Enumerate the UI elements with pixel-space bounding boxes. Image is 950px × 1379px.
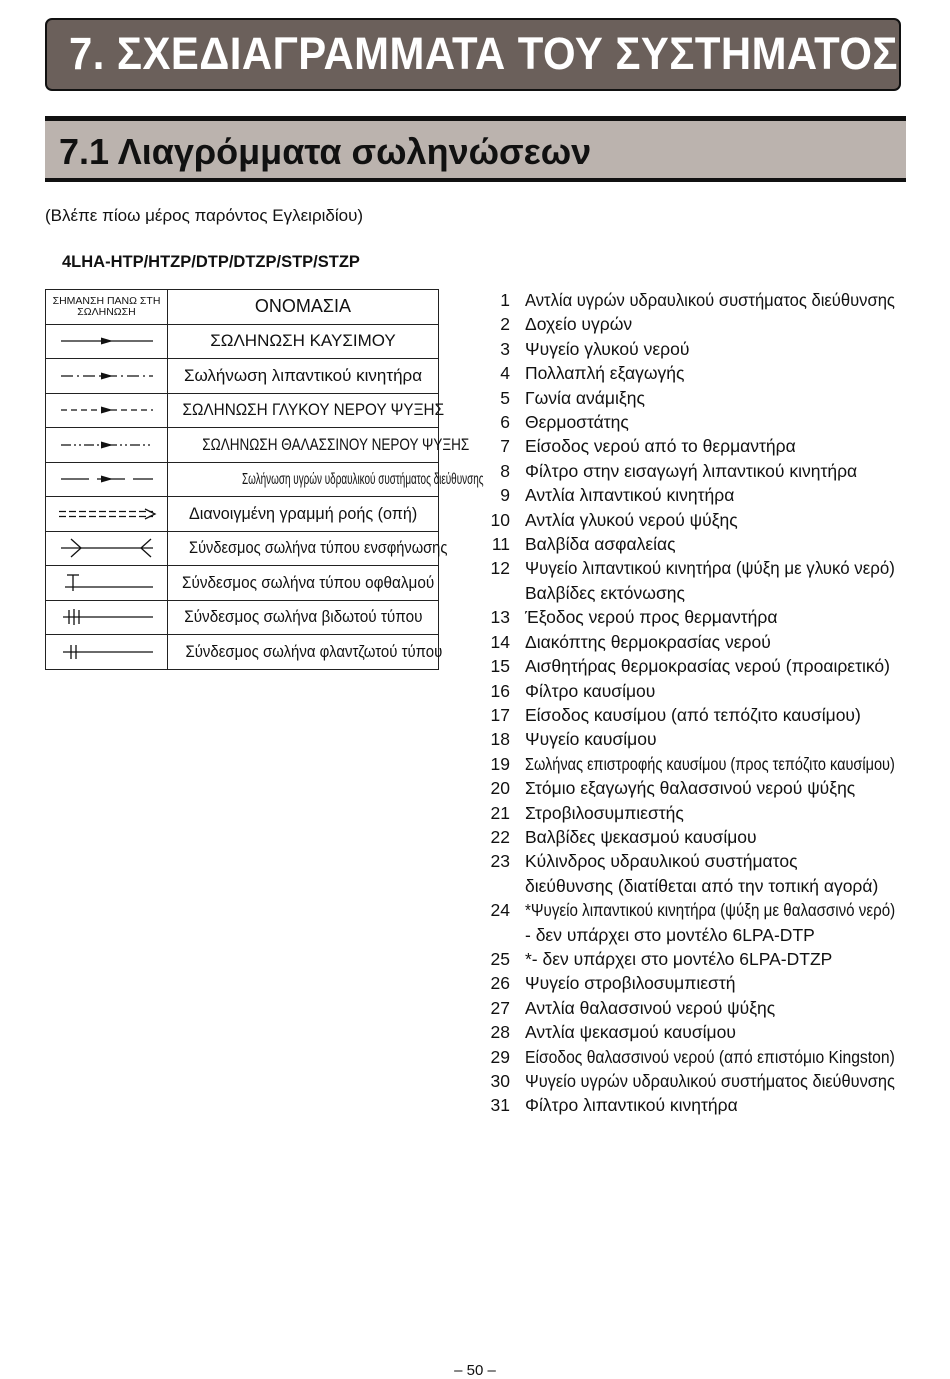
part-label: *Ψυγείο λιπαντικού κινητήρα (ψύξη με θαλασσινό νερό) <box>525 900 896 921</box>
part-item <box>486 1045 906 1069</box>
part-label: Έξοδος νερού προς θερμαντήρα <box>525 607 778 628</box>
part-item <box>486 849 906 873</box>
part-label: Είσοδος νερού από το θερμαντήρα <box>525 436 796 457</box>
part-number: 10 <box>490 509 510 530</box>
part-number: 21 <box>490 802 510 823</box>
parts-list <box>486 288 906 1118</box>
part-item <box>486 727 906 751</box>
part-label: Ψυγείο στροβιλοσυμπιεστή <box>525 973 736 994</box>
part-item <box>486 874 906 898</box>
part-label: Αντλία υγρών υδραυλικού συστήματος διεύθυνσης <box>525 290 895 310</box>
part-number: 1 <box>500 290 510 310</box>
part-number: 13 <box>490 607 510 628</box>
part-number: 12 <box>490 558 510 579</box>
part-number: 18 <box>490 729 510 750</box>
dash-dot-arrow-line-icon <box>57 369 157 383</box>
part-label: Ψυγείο λιπαντικού κινητήρα (ψύξη με γλυκό νερό) <box>525 558 895 579</box>
legend-name: ΣΩΛΗΝΩΣΗ ΓΛΥΚΟΥ ΝΕΡΟΥ ΨΥΞΗΣ <box>182 400 445 420</box>
part-item <box>486 752 906 776</box>
part-label: Φίλτρο λιπαντικού κινητήρα <box>525 1095 738 1116</box>
part-number: 23 <box>490 851 510 872</box>
part-number: 30 <box>490 1071 510 1091</box>
part-item <box>486 288 906 312</box>
part-number: 24 <box>490 900 510 921</box>
part-item <box>486 825 906 849</box>
threaded-joint-icon <box>57 605 157 629</box>
flare-fitting-icon <box>57 536 157 560</box>
part-number: 20 <box>490 778 510 799</box>
part-item <box>486 556 906 580</box>
legend-name: Σύνδεσμος σωλήνα τύπου οφθαλμού <box>182 572 435 592</box>
part-label: Βαλβίδες εκτόνωσης <box>525 582 685 603</box>
legend-header-name: ΟΝΟΜΑΣΙΑ <box>168 290 439 325</box>
part-label: Πολλαπλή εξαγωγής <box>525 363 685 384</box>
part-label: *- δεν υπάρχει στο μοντέλο 6LPA-DTZP <box>525 948 833 969</box>
part-item <box>486 508 906 532</box>
part-number: 8 <box>500 460 510 481</box>
part-label: Δοχείο υγρών <box>525 314 633 335</box>
part-label: Βαλβίδα ασφαλείας <box>525 534 676 555</box>
part-item <box>486 1020 906 1044</box>
part-label: Αντλία θαλασσινού νερού ψύξης <box>525 997 776 1018</box>
long-dash-arrow-line-icon <box>57 472 157 486</box>
part-number: 5 <box>500 387 510 408</box>
part-item <box>486 679 906 703</box>
part-item <box>486 483 906 507</box>
part-item <box>486 801 906 825</box>
section-header <box>45 116 906 182</box>
part-item <box>486 971 906 995</box>
part-label: Στόμιο εξαγωγής θαλασσινού νερού ψύξης <box>525 778 856 799</box>
part-item <box>486 459 906 483</box>
legend-row <box>46 393 439 428</box>
part-number: 29 <box>490 1046 510 1067</box>
part-label: Γωνία ανάμιξης <box>525 387 645 408</box>
eye-joint-icon <box>57 571 157 595</box>
legend-row <box>46 635 439 670</box>
section-title: 7.1 Λιαγρόμματα σωληνώσεων <box>59 131 592 172</box>
part-number: 11 <box>491 534 510 555</box>
legend-name: Σωλήνωση υγρών υδραυλικού συστήματος διεύθυνσης <box>242 471 484 489</box>
part-label: Αντλία ψεκασμού καυσίμου <box>525 1022 736 1043</box>
page-number: – 50 – <box>454 1362 496 1379</box>
part-number: 27 <box>490 997 510 1018</box>
part-label: Είσοδος καυσίμου (από τεπόζιτο καυσίμου) <box>525 704 861 725</box>
part-item <box>486 776 906 800</box>
part-item <box>486 386 906 410</box>
legend-header-symbol: ΣΗΜΑΝΣΗ ΠΑΝΩ ΣΤΗ ΣΩΛΗΝΩΣΗ <box>46 290 168 325</box>
part-number: 9 <box>500 485 510 506</box>
chapter-header <box>45 18 901 91</box>
legend-name: Σύνδεσμος σωλήνα φλαντζωτού τύπου <box>185 641 443 661</box>
part-label: Αισθητήρας θερμοκρασίας νερού (προαιρετικό) <box>525 656 890 677</box>
legend-row <box>46 531 439 566</box>
legend-name: ΣΩΛΗΝΩΣΗ ΘΑΛΑΣΣΙΝΟΥ ΝΕΡΟΥ ΨΥΞΗΣ <box>202 434 470 454</box>
part-label: Φίλτρο καυσίμου <box>525 680 656 701</box>
part-number: 16 <box>490 680 510 701</box>
chapter-title: 7. ΣΧΕΔΙΑΓΡΑΜΜΑΤΑ ΤΟΥ ΣΥΣΤΗΜΑΤΟΣ <box>69 28 898 79</box>
legend-row <box>46 359 439 394</box>
part-label: Θερμοστάτης <box>525 412 629 433</box>
part-number: 3 <box>500 338 510 359</box>
part-number: 26 <box>490 973 510 994</box>
part-label: Βαλβίδες ψεκασμού καυσίμου <box>525 826 757 847</box>
part-number: 25 <box>490 948 510 969</box>
part-number: 17 <box>490 704 510 725</box>
piping-legend-table <box>45 289 484 670</box>
part-item <box>486 947 906 971</box>
part-label: Διακόπτης θερμοκρασίας νερού <box>525 631 771 652</box>
part-item <box>486 898 906 922</box>
dashed-arrow-line-icon <box>57 403 157 417</box>
part-item <box>486 923 906 947</box>
part-number: 7 <box>500 436 510 457</box>
part-label: Ψυγείο υγρών υδραυλικού συστήματος διεύθυνσης <box>525 1071 895 1091</box>
part-label: Είσοδος θαλασσινού νερού (από επιστόμιο Kingston) <box>525 1046 895 1067</box>
legend-name: Σύνδεσμος σωλήνα τύπου ενσφήνωσης <box>189 538 448 558</box>
flange-joint-icon <box>57 640 157 664</box>
part-item <box>486 532 906 556</box>
reference-note: (Βλέπε πίοω μέρος παρόντος Εγλειριδίου) <box>45 206 364 225</box>
legend-row <box>46 497 439 532</box>
part-label: - δεν υπάρχει στο μοντέλο 6LPA-DTP <box>525 924 815 945</box>
part-number: 28 <box>490 1022 510 1043</box>
part-item <box>486 630 906 654</box>
legend-header-row <box>46 290 439 325</box>
legend-row <box>46 566 439 601</box>
legend-name: Σύνδεσμος σωλήνα βιδωτού τύπου <box>183 607 423 627</box>
legend-row <box>46 324 439 359</box>
legend-name: ΣΩΛΗΝΩΣΗ ΚΑΥΣΙΜΟΥ <box>210 331 396 351</box>
part-number: 19 <box>490 753 510 774</box>
part-number: 22 <box>490 826 510 847</box>
part-item <box>486 581 906 605</box>
part-item <box>486 1069 906 1093</box>
model-designation: 4LHA-HTP/HTZP/DTP/DTZP/STP/STZP <box>62 253 360 271</box>
part-item <box>486 434 906 458</box>
part-label: Κύλινδρος υδραυλικού συστήματος <box>525 851 798 872</box>
part-number: 14 <box>490 631 510 652</box>
legend-name: Σωλήνωση λιπαντικού κινητήρα <box>183 365 423 385</box>
part-label: Ψυγείο καυσίμου <box>525 729 657 750</box>
part-label: Ψυγείο γλυκού νερού <box>525 338 690 359</box>
part-number: 15 <box>490 656 510 677</box>
part-label: Αντλία γλυκού νερού ψύξης <box>525 509 738 530</box>
part-item <box>486 361 906 385</box>
double-dashed-arrow-line-icon <box>55 507 159 521</box>
legend-row <box>46 428 439 463</box>
legend-row <box>46 600 439 635</box>
dash-double-dot-arrow-line-icon <box>57 438 157 452</box>
part-item <box>486 410 906 434</box>
part-number: 4 <box>500 363 510 384</box>
part-item <box>486 605 906 629</box>
part-number: 2 <box>500 314 510 335</box>
part-item <box>486 337 906 361</box>
part-item <box>486 703 906 727</box>
legend-row <box>46 462 439 497</box>
part-item <box>486 312 906 336</box>
part-label: Στροβιλοσυμπιεστής <box>525 802 684 823</box>
part-item <box>486 1093 906 1117</box>
part-number: 31 <box>490 1095 510 1116</box>
part-number: 6 <box>500 412 510 433</box>
part-item <box>486 654 906 678</box>
part-label: Φίλτρο στην εισαγωγή λιπαντικού κινητήρα <box>525 460 858 481</box>
part-item <box>486 996 906 1020</box>
legend-name: Διανοιγμένη γραμμή ροής (οπή) <box>188 503 418 523</box>
part-label: διεύθυνσης (διατίθεται από την τοπική αγορά) <box>525 875 879 896</box>
part-label: Αντλία λιπαντικού κινητήρα <box>525 485 735 506</box>
part-label: Σωλήνας επιστροφής καυσίμου (προς τεπόζιτο καυσίμου) <box>525 753 895 774</box>
solid-arrow-line-icon <box>57 334 157 348</box>
